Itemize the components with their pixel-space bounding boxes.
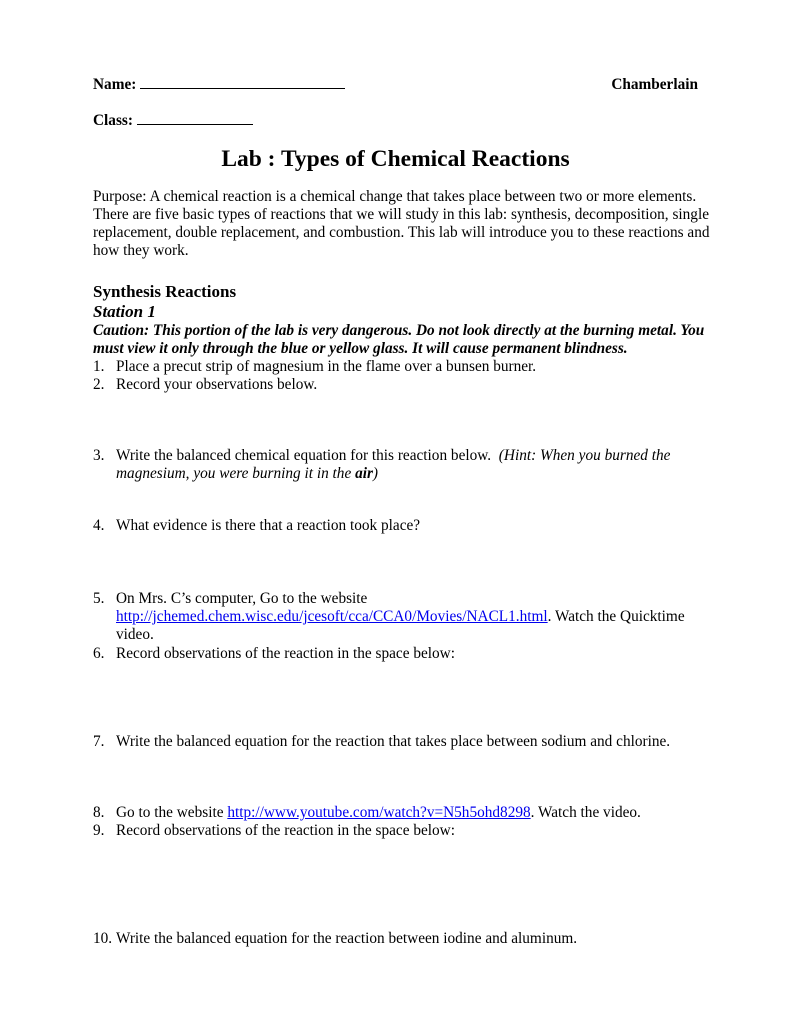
step-number: 4. <box>93 517 105 534</box>
step-text-post: . Watch the video. <box>530 804 641 821</box>
youtube-video-link[interactable]: http://www.youtube.com/watch?v=N5h5ohd8298 <box>227 804 531 821</box>
step-number: 2. <box>93 376 105 393</box>
step-6 <box>93 645 713 663</box>
hint-bold: air <box>355 465 373 482</box>
step-7 <box>93 733 713 751</box>
step-5 <box>93 590 713 644</box>
step-text-post: . Watch the Quicktime video. <box>116 608 685 643</box>
step-text: Write the balanced equation for the reaction between iodine and aluminum. <box>116 930 578 947</box>
class-field[interactable] <box>137 112 253 125</box>
step-text: What evidence is there that a reaction took place? <box>116 517 421 534</box>
step-text: Write the balanced equation for the reaction that takes place between sodium and chlorine. <box>116 733 671 750</box>
step-text: Record observations of the reaction in the space below: <box>116 645 455 662</box>
step-1 <box>93 358 713 376</box>
caution-note: Caution: This portion of the lab is very dangerous. Do not look directly at the burning metal. You must view it only through the blue or yellow glass. It will cause permanent blindness. <box>93 322 705 357</box>
step-number: 10. <box>93 930 113 947</box>
step-text <box>116 590 713 644</box>
teacher-name: Chamberlain <box>611 76 698 93</box>
name-label: Name: <box>93 76 137 93</box>
step-number: 3. <box>93 447 105 464</box>
step-number: 1. <box>93 358 105 375</box>
step-text-pre: Go to the website <box>116 804 228 821</box>
class-label: Class: <box>93 112 133 129</box>
step-text-pre: On Mrs. C’s computer, Go to the website <box>116 590 368 607</box>
purpose-paragraph: Purpose: A chemical reaction is a chemical change that takes place between two or more elements. There are five basic types of reactions that we will study in this lab: synthesis, decomposition, single replacement, double replacement, and combustion. This lab will introduce you to these reactions and how they work. <box>93 188 710 259</box>
name-field[interactable] <box>140 76 345 89</box>
step-number: 6. <box>93 645 105 662</box>
step-number: 7. <box>93 733 105 750</box>
step-3 <box>93 447 713 483</box>
station-heading: Station 1 <box>93 302 156 321</box>
page-title: Lab : Types of Chemical Reactions <box>221 146 570 172</box>
section-heading: Synthesis Reactions <box>93 282 237 301</box>
step-text <box>116 447 713 483</box>
nacl-video-link[interactable]: http://jchemed.chem.wisc.edu/jcesoft/cca/CCA0/Movies/NACL1.html <box>116 608 548 625</box>
step-number: 9. <box>93 822 105 839</box>
hint-post: ) <box>372 465 379 482</box>
step-number: 8. <box>93 804 105 821</box>
step-4 <box>93 517 713 535</box>
class-row <box>93 112 253 130</box>
step-8 <box>93 804 713 822</box>
hint-pre: (Hint: When you burned the magnesium, you were burning it in the <box>116 447 671 482</box>
step-text: Record observations of the reaction in the space below: <box>116 822 455 839</box>
step-9 <box>93 822 713 840</box>
step-text <box>116 804 713 822</box>
step-2 <box>93 376 713 394</box>
name-row <box>93 76 698 94</box>
step-instruction: Write the balanced chemical equation for this reaction below. <box>116 447 492 464</box>
step-number: 5. <box>93 590 105 607</box>
step-text: Record your observations below. <box>116 376 318 393</box>
step-10 <box>93 930 713 948</box>
step-text: Place a precut strip of magnesium in the flame over a bunsen burner. <box>116 358 537 375</box>
